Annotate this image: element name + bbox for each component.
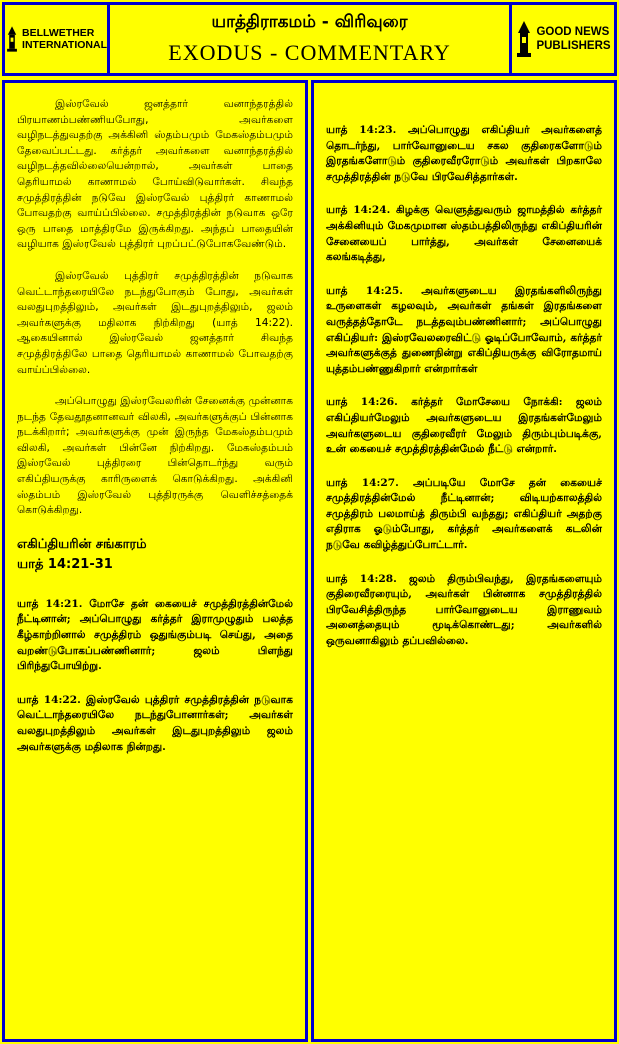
logo-left-line2: INTERNATIONAL xyxy=(22,39,107,51)
section-heading-title: எகிப்தியரின் சங்காரம் xyxy=(17,536,147,552)
title-english: EXODUS - COMMENTARY xyxy=(168,40,451,65)
logo-right-line1: GOOD NEWS xyxy=(536,26,610,38)
verse-paragraph: யாத் 14:25. அவர்களுடைய இரதங்களிலிருந்து உருளைகள் கழலவும், அவர்கள் தங்கள் இரதங்களை வருத்தத்தோடே நடத்தவும்பண்ணினார்; அப்பொழுது எகிப்தியர்: இஸ்ரவேலரைவிட்டு ஓடிப்போவோம், கர்த்தர் அவர்களுக்குத் துணைநின்று எகிப்தியருக்கு விரோதமாய் யுத்தம்பண்ணுகிறார் என்றார்கள் xyxy=(326,284,602,375)
verse-paragraph: யாத் 14:23. அப்பொழுது எகிப்தியர் அவர்களைத் தொடர்ந்து, பார்வோனுடைய சகல குதிரைகளோடும் இரதங்களோடும் குதிரைவீரரோடும் அவர்கள் பிறகாலே சமுத்திரத்தின் நடுவே பிரவேசித்தார்கள். xyxy=(326,124,602,183)
left-column xyxy=(2,80,308,1042)
logo-right-line2: PUBLISHERS xyxy=(536,40,611,52)
logo-left-line1: BELLWETHER xyxy=(22,27,95,39)
section-heading xyxy=(17,535,293,575)
good-news-logo xyxy=(509,5,614,73)
verse-paragraph: யாத் 14:26. கர்த்தர் மோசேயை நோக்கி: ஜலம் எகிப்தியர்மேலும் அவர்களுடைய இரதங்கள்மேலும் அவர்களுடைய குதிரைவீரர் மேலும் திரும்பும்படிக்கு, உன் கையைச் சமுத்திரத்தின்மேல் நீட்டு என்றார். xyxy=(326,396,602,456)
right-column xyxy=(311,80,617,1042)
verse-paragraph: யாத் 14:22. இஸ்ரவேல் புத்திரர் சமுத்திரத்தின் நடுவாக வெட்டாந்தரையிலே நடந்துபோனார்கள்; அவர்கள் வலதுபுறத்திலும் அவர்கள் இடதுபுறத்திலும் ஜலம் அவர்களுக்கு மதிலாக நின்றது. xyxy=(17,693,293,753)
commentary-paragraph: அப்பொழுது இஸ்ரவேலரின் சேனைக்கு முன்னாக நடந்த தேவதூதனானவர் விலகி, அவர்களுக்குப் பின்னாக நடக்கிறார்; அவர்களுக்கு முன் இருந்த மேகஸ்தம்பமும் விலகி, அவர்கள் பின்னே நிற்கிறது. மேகஸ்தம்பம் இஸ்ரவேல் புத்திரரை பின்தொடர்ந்து வரும் எகிப்தியருக்கு காரிருளைக் கொடுக்கிறது. அக்கினி ஸ்தம்பம் இஸ்ரவேல் புத்திரருக்கு வெளிச்சத்தைக் கொடுக்கிறது. xyxy=(17,395,293,517)
verse-paragraph: யாத் 14:24. கிழக்கு வெளுத்துவரும் ஜாமத்தில் கர்த்தர் அக்கினியும் மேகமுமான ஸ்தம்பத்திலிருந்து எகிப்தியரின் சேனையைப் பார்த்து, அவர்கள் சேனையைக் கலங்கடித்து, xyxy=(326,204,602,264)
header xyxy=(2,2,617,76)
bell-tower-icon xyxy=(5,19,19,59)
verse-paragraph: யாத் 14:27. அப்படியே மோசே தன் கையைச் சமுத்திரத்தின்மேல் நீட்டினான்; விடியற்காலத்தில் சமுத்திரம் பலமாய்த் திரும்பி வந்தது; எகிப்தியர் அதற்கு எதிராக ஓடும்போது, கர்த்தர் அவர்களைக் கடலின் நடுவே கவிழ்த்துப்போட்டார். xyxy=(326,476,602,552)
verse-paragraph: யாத் 14:21. மோசே தன் கையைச் சமுத்திரத்தின்மேல் நீட்டினான்; அப்பொழுது கர்த்தர் இராமுழுதும் பலத்த கீழ்காற்றினால் சமுத்திரம் ஒதுங்கும்படி செய்து, அதை வறண்டுபோகப்பண்ணினார்; ஜலம் பிளந்து பிரிந்துபோயிற்று. xyxy=(17,597,293,673)
verse-paragraph: யாத் 14:28. ஜலம் திரும்பிவந்து, இரதங்களையும் குதிரைவீரரையும், அவர்கள் பின்னாக சமுத்திரத்தில் பிரவேசித்திருந்த பார்வோனுடைய இராணுவம் அனைத்தையும் மூடிக்கொண்டது; அவர்களில் ஒருவனாகிலும் தப்பவில்லை. xyxy=(326,572,602,648)
commentary-paragraph: இஸ்ரவேல் புத்திரர் சமுத்திரத்தின் நடுவாக வெட்டாந்தரையிலே நடந்துபோகும் போது, அவர்கள் வலதுபுறத்திலும், அவர்கள் இடதுபுறத்திலும், ஜலம் அவர்களுக்கு மதிலாக நிற்கிறது (யாத் 14:22). ஆகையினால் இஸ்ரவேல் ஜனத்தார் சிவந்த சமுத்திரத்திலே பாதை தெரியாமல் காணாமல் போவதற்கு வாய்ப்பில்லை. xyxy=(17,269,293,376)
bell-tower-icon xyxy=(515,19,533,59)
bellwether-logo xyxy=(5,5,110,73)
header-title xyxy=(110,5,509,73)
title-tamil: யாத்திராகமம் - விரிவுரை xyxy=(211,12,408,32)
commentary-paragraph: இஸ்ரவேல் ஜனத்தார் வனாந்தரத்தில் பிரயாணம்பண்ணியபோது, அவர்களை வழிநடத்துவதற்கு அக்கினி ஸ்தம்பமும் மேகஸ்தம்பமும் தேவைப்பட்டது. கர்த்தர் அவர்களை வனாந்தரத்தில் வழிநடத்தவில்லையென்றால், அவர்கள் பாதை தெரியாமல் காணாமல் போய்விடுவார்கள். சிவந்த சமுத்திரத்தின் நடுவே இஸ்ரவேல் புத்திரர் காணாமல் போவதற்கு வாய்ப்பில்லை. சமுத்திரத்தின் நடுவாக ஒரே ஒரு பாதை மாத்திரமே இருக்கிறது. அந்தப் பாதையின் வழியாக இஸ்ரவேல் புத்திரர் புறப்பட்டுபோகவேண்டும். xyxy=(17,98,293,251)
section-heading-reference: யாத் 14:21-31 xyxy=(17,556,113,572)
